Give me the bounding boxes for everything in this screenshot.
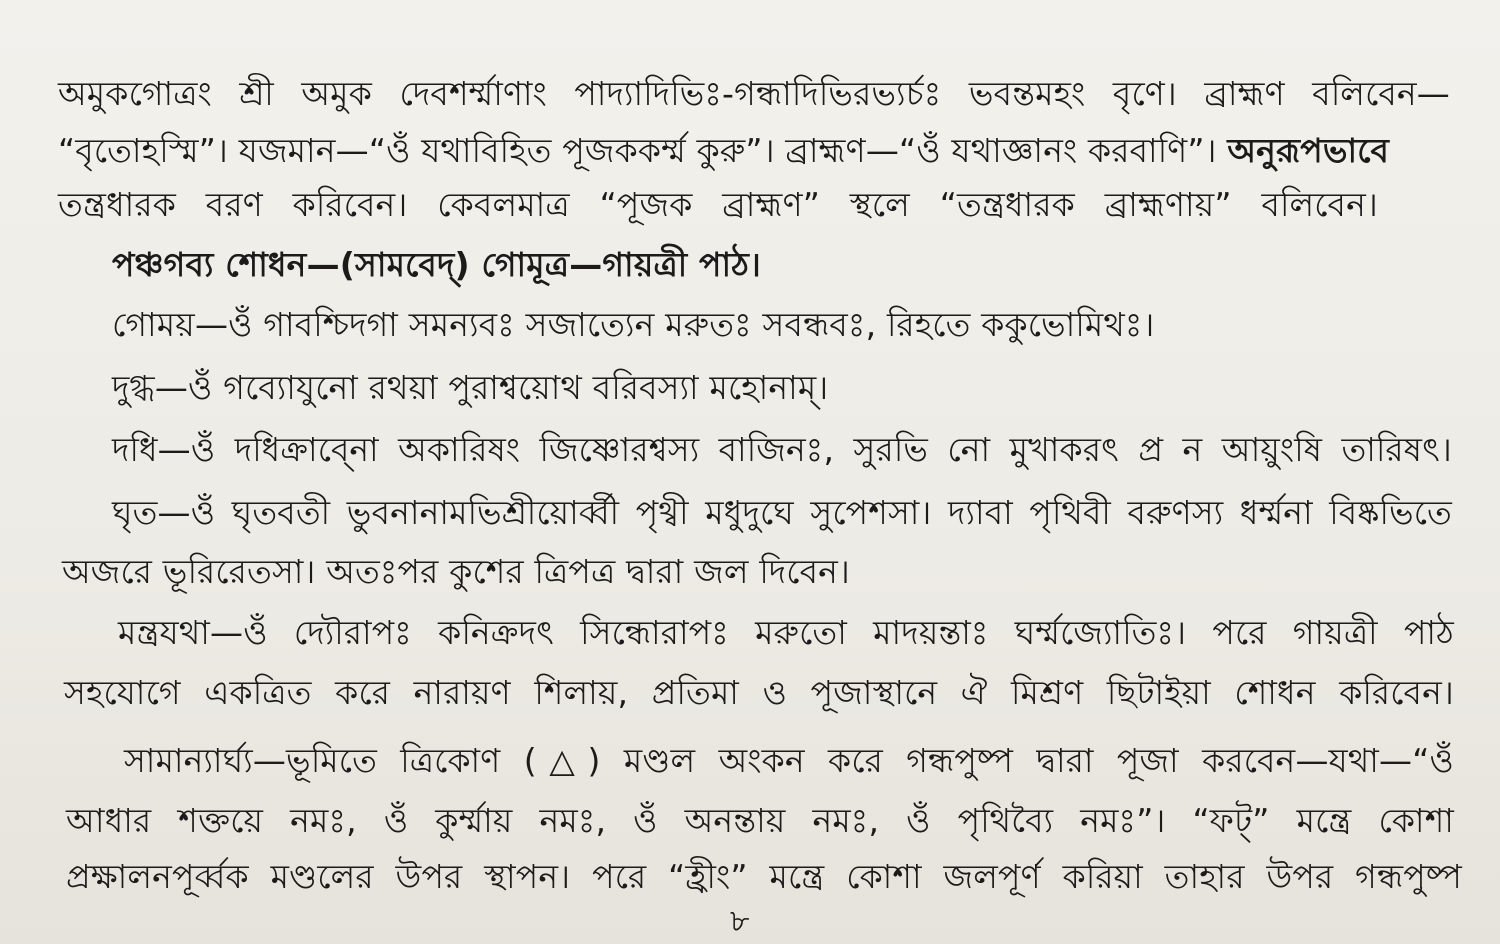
text-line-4: পঞ্চগব্য শোধন—(সামবেদ্) গোমূত্র—গায়ত্রী পাঠ। bbox=[112, 245, 762, 284]
text-line-14: প্রক্ষালনপূর্ব্বক মণ্ডলের উপর স্থাপন। পরে “হ্রীং” মন্ত্রে কোশা জলপূর্ণ করিয়া তাহার উপর গন্ধপুষ্প bbox=[66, 857, 1462, 896]
text-line-9: অজরে ভূরিরেতসা। অতঃপর কুশের ত্রিপত্র দ্বারা জল দিবেন। bbox=[62, 552, 851, 591]
text-line-2: “বৃতোহস্মি”। যজমান—“ওঁ যথাবিহিত পূজককর্ম্ম কুরু”। ব্রাহ্মণ—“ওঁ যথাজ্ঞানং করবাণি”। অনুরূপভাবে bbox=[58, 131, 1390, 170]
text-line-12: সামান্যার্ঘ্য—ভূমিতে ত্রিকোণ (△) মণ্ডল অংকন করে গন্ধপুষ্প দ্বারা পূজা করবেন—যথা—“ওঁ bbox=[124, 741, 1454, 780]
page-number: ৮ bbox=[730, 904, 750, 939]
inline-bold-word: অনুরূপভাবে bbox=[1227, 131, 1390, 170]
text-line-10: মন্ত্রযথা—ওঁ দ্যৌরাপঃ কনিক্রদৎ সিন্ধোরাপঃ মরুতো মাদয়ন্তাঃ ঘর্ম্মজ্যোতিঃ। পরে গায়ত্রী পাঠ bbox=[118, 613, 1454, 652]
text-line-6: দুগ্ধ—ওঁ গব্যোযুনো রথয়া পুরাশ্বয়োথ বরিবস্যা মহোনাম্। bbox=[112, 368, 829, 407]
text-line-1: অমুকগোত্রং শ্রী অমুক দেবশর্ম্মাণাং পাদ্যাদিভিঃ-গন্ধাদিভিরভ্যর্চঃ ভবন্তমহং বৃণে। ব্রাহ্মণ বলিবেন— bbox=[58, 74, 1450, 113]
text-line-8: ঘৃত—ওঁ ঘৃতবতী ভুবনানামভিশ্রীয়োর্ব্বী পৃথ্বী মধুদুঘে সুপেশসা। দ্যাবা পৃথিবী বরুণস্য ধর্ম্মনা বিষ্কভিতে bbox=[112, 493, 1452, 532]
text-line-5: গোময়—ওঁ গাবশ্চিদগা সমন্যবঃ সজাত্যেন মরুতঃ সবন্ধবঃ, রিহতে ককুভোমিথঃ। bbox=[112, 305, 1155, 344]
text-line-13: আধার শক্তয়ে নমঃ, ওঁ কুর্ম্মায় নমঃ, ওঁ অনন্তায় নমঃ, ওঁ পৃথিব্যৈ নমঃ”। “ফট্” মন্ত্রে কোশা bbox=[66, 801, 1454, 840]
text-line-7: দধি—ওঁ দধিক্রাব্নো অকারিষং জিষ্ণোরশ্বস্য বাজিনঃ, সুরভি নো মুখাকরৎ প্র ন আয়ুংষি তারিষৎ। bbox=[112, 430, 1452, 469]
text-line-3: তন্ত্রধারক বরণ করিবেন। কেবলমাত্র “পূজক ব্রাহ্মণ” স্থলে “তন্ত্রধারক ব্রাহ্মণায়” বলিবেন। bbox=[58, 185, 1378, 224]
text-line-11: সহযোগে একত্রিত করে নারায়ণ শিলায়, প্রতিমা ও পূজাস্থানে ঐ মিশ্রণ ছিটাইয়া শোধন করিবেন। bbox=[64, 673, 1454, 712]
